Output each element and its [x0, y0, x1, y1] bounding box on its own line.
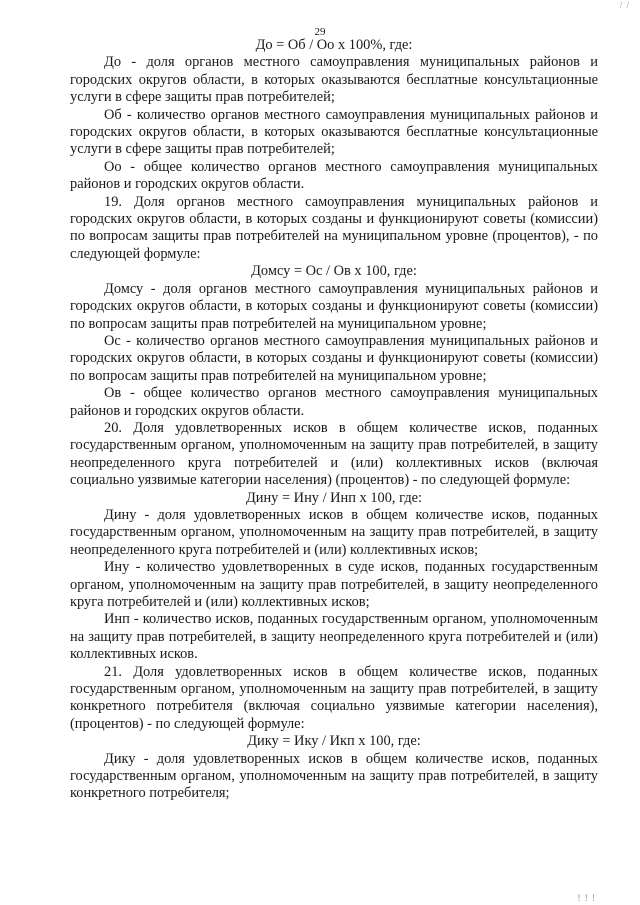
formula-do: До = Об / Оо х 100%, где: [255, 37, 413, 53]
document-body [70, 37, 598, 803]
definition-domsu: Домсу - доля органов местного самоуправления муниципальных районов и городских округов области, в которых созданы и функционируют советы (комиссии) по вопросам защиты прав потребителей на муниципальном уровне; [70, 280, 598, 332]
definition-os: Ос - количество органов местного самоуправления муниципальных районов и городских округов области, в которых созданы и функционируют советы (комиссии) по вопросам защиты прав потребителей на муниципальном уровне; [70, 332, 598, 384]
definition-diku: Дику - доля удовлетворенных исков в общем количестве исков, поданных государственным органом, уполномоченным на защиту прав потребителей, в защиту конкретного потребителя; [70, 750, 598, 802]
corner-mark-top: / / [619, 0, 630, 10]
item-21: 21. Доля удовлетворенных исков в общем количестве исков, поданных государственным органом, уполномоченным на защиту прав потребителей, в защиту конкретного потребителя (включая социально уязвимые категории населения), (процентов) - по следующей формуле: [70, 663, 598, 732]
definition-ov: Ов - общее количество органов местного самоуправления муниципальных районов и городских округов области. [70, 385, 598, 419]
definition-do: До - доля органов местного самоуправления муниципальных районов и городских округов области, в которых оказываются бесплатные консультационные услуги в сфере защиты прав потребителей; [70, 54, 598, 106]
item-20: 20. Доля удовлетворенных исков в общем количестве исков, поданных государственным органом, уполномоченным на защиту прав потребителей, в защиту неопределенного круга потребителей и (или) коллективных исков (включая социально уязвимые категории населения) (процентов) - по следующей формуле: [70, 419, 598, 489]
definition-inp: Инп - количество исков, поданных государственным органом, уполномоченным на защиту прав потребителей, в защиту неопределенного круга потребителей и (или) коллективных исков. [70, 611, 598, 663]
definition-inu: Ину - количество удовлетворенных в суде исков, поданных государственным органом, уполномоченным на защиту прав потребителей, в защиту неопределенного круга потребителей и (или) коллективных исков; [70, 559, 598, 610]
item-19: 19. Доля органов местного самоуправления муниципальных районов и городских округов области, в которых созданы и функционируют советы (комиссии) по вопросам защиты прав потребителей на муниципальном уровне (процентов), - по следующей формуле: [70, 193, 598, 262]
definition-ob: Об - количество органов местного самоуправления муниципальных районов и городских округов области, в которых оказываются бесплатные консультационные услуги в сфере защиты прав потребителей; [70, 106, 598, 158]
definition-dinu: Дину - доля удовлетворенных исков в общем количестве исков, поданных государственным органом, уполномоченным на защиту прав потребителей, в защиту неопределенного круга потребителей и (или) коллективных исков; [70, 506, 598, 558]
corner-mark-bottom: ! ! ! [577, 893, 596, 903]
formula-diku: Дику = Ику / Икп х 100, где: [247, 733, 421, 750]
formula-dinu: Дину = Ину / Инп х 100, где: [245, 489, 423, 506]
formula-domsu: Домсу = Ос / Ов х 100, где: [251, 263, 417, 280]
definition-oo: Оо - общее количество органов местного самоуправления муниципальных районов и городских округов области. [70, 158, 598, 193]
page-number: 29 [314, 26, 326, 38]
